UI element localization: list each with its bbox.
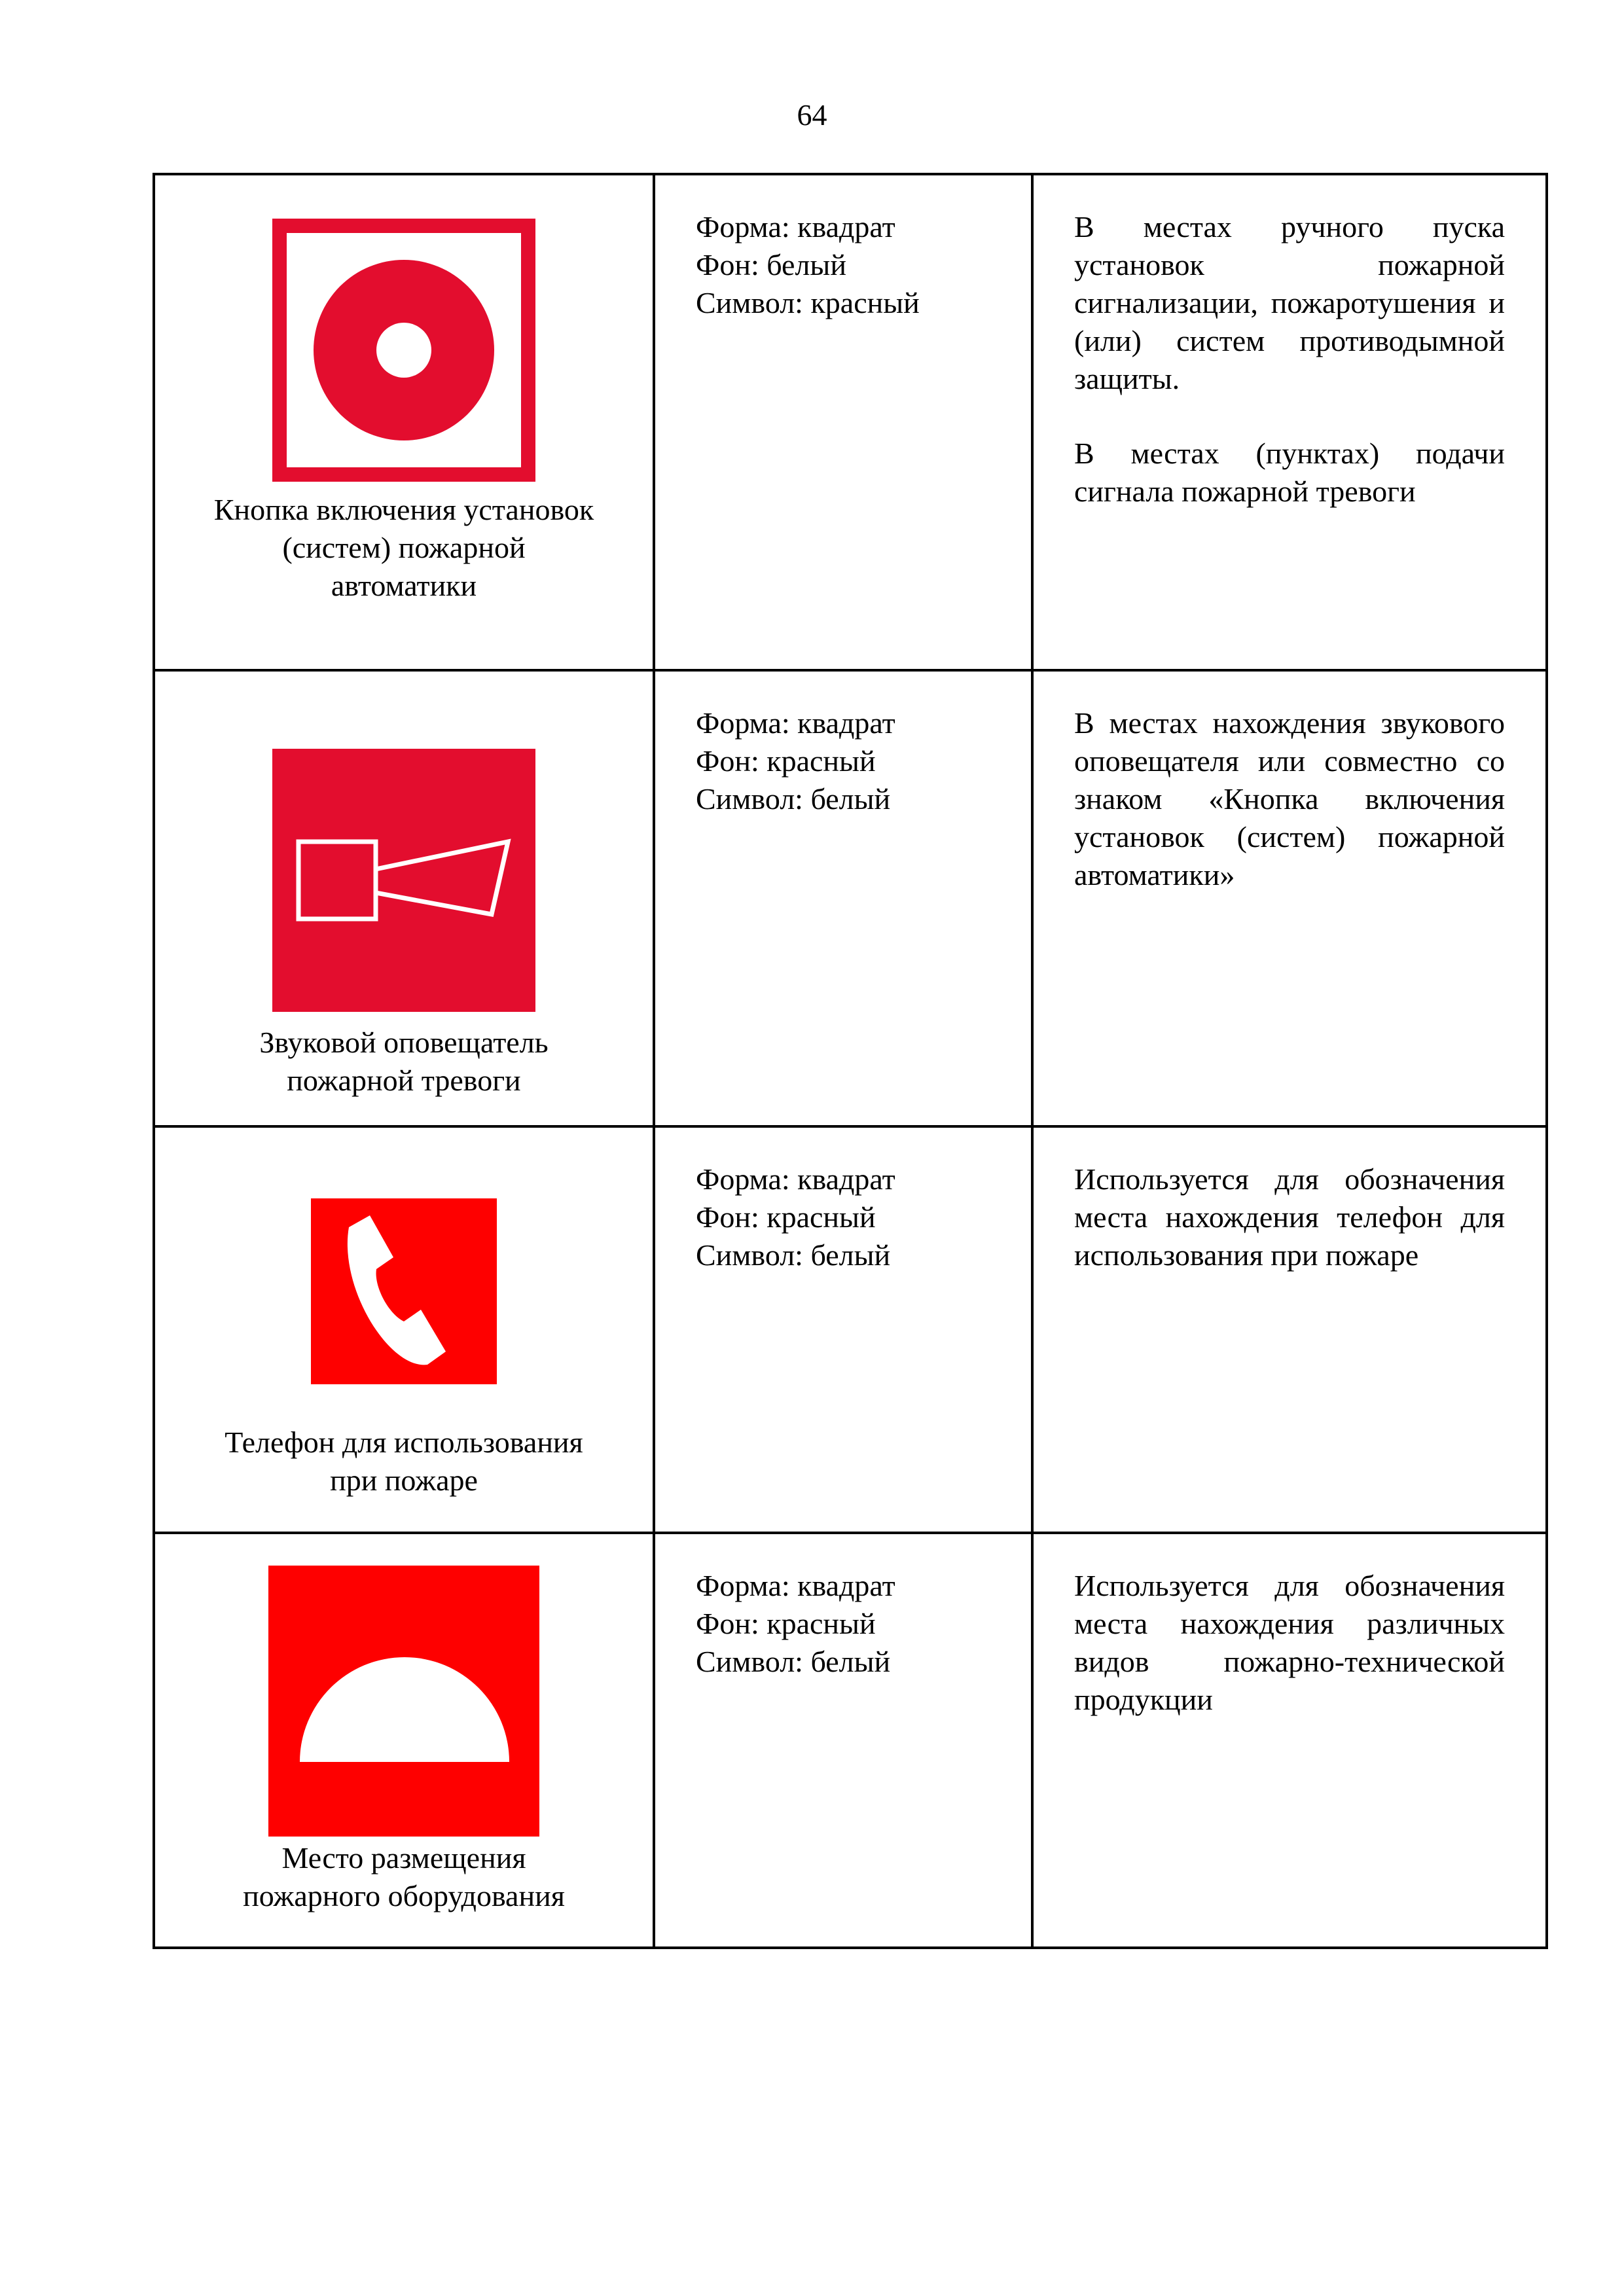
fire-signs-table xyxy=(153,173,1548,1949)
fire-alarm-button-icon xyxy=(272,219,535,482)
fire-siren-icon xyxy=(272,749,535,1012)
sign-usage xyxy=(1032,1533,1547,1948)
sign-properties xyxy=(654,670,1032,1126)
sign-caption-line: Звуковой оповещатель xyxy=(259,1026,549,1059)
fire-alarm-button-sign xyxy=(272,219,535,482)
property-symbol: Символ: белый xyxy=(696,782,891,816)
table-row xyxy=(154,670,1547,1126)
fire-telephone-icon xyxy=(311,1198,497,1384)
sign-caption-line: Кнопка включения установок xyxy=(213,493,594,526)
sign-caption-line: при пожаре xyxy=(330,1463,478,1497)
usage-paragraph: В местах ручного пуска установок пожарной сигнализации, пожаротушения и (или) систем противодымной защиты. xyxy=(1074,210,1505,395)
property-shape: Форма: квадрат xyxy=(696,706,895,740)
usage-paragraph: В местах нахождения звукового оповещателя или совместно со знаком «Кнопка включения установок (систем) пожарной автоматики» xyxy=(1074,706,1505,891)
property-background: Фон: красный xyxy=(696,744,876,778)
property-symbol: Символ: красный xyxy=(696,286,920,319)
sign-properties xyxy=(654,1126,1032,1533)
property-shape: Форма: квадрат xyxy=(696,1162,895,1196)
sign-caption-line: автоматики xyxy=(331,569,477,602)
property-shape: Форма: квадрат xyxy=(696,1569,895,1602)
sign-caption-line: Место размещения xyxy=(281,1841,526,1874)
sign-usage xyxy=(1032,174,1547,670)
sign-caption-line: (систем) пожарной xyxy=(282,531,526,564)
fire-equipment-location-sign xyxy=(268,1566,539,1837)
sign-cell xyxy=(154,1126,654,1533)
property-symbol: Символ: белый xyxy=(696,1645,891,1678)
sign-properties xyxy=(654,174,1032,670)
sign-cell xyxy=(154,670,654,1126)
table-row xyxy=(154,174,1547,670)
property-background: Фон: красный xyxy=(696,1200,876,1234)
sign-caption-line: Телефон для использования xyxy=(225,1426,583,1459)
property-background: Фон: красный xyxy=(696,1607,876,1640)
usage-paragraph: В местах (пунктах) подачи сигнала пожарной тревоги xyxy=(1074,437,1505,508)
property-shape: Форма: квадрат xyxy=(696,210,895,243)
fire-telephone-sign xyxy=(311,1198,497,1384)
sign-caption-line: пожарной тревоги xyxy=(287,1064,521,1097)
sign-cell xyxy=(154,174,654,670)
property-background: Фон: белый xyxy=(696,248,846,281)
sign-cell xyxy=(154,1533,654,1948)
table-row xyxy=(154,1126,1547,1533)
fire-equipment-location-icon xyxy=(268,1566,539,1837)
table-row xyxy=(154,1533,1547,1948)
page-number: 64 xyxy=(797,98,827,132)
sign-properties xyxy=(654,1533,1032,1948)
fire-siren-sign xyxy=(272,749,535,1012)
sign-usage xyxy=(1032,1126,1547,1533)
property-symbol: Символ: белый xyxy=(696,1238,891,1272)
sign-usage xyxy=(1032,670,1547,1126)
sign-caption-line: пожарного оборудования xyxy=(243,1879,565,1912)
usage-paragraph: Используется для обозначения места нахождения различных видов пожарно-технической продукции xyxy=(1074,1569,1505,1716)
usage-paragraph: Используется для обозначения места нахождения телефон для использования при пожаре xyxy=(1074,1162,1505,1272)
